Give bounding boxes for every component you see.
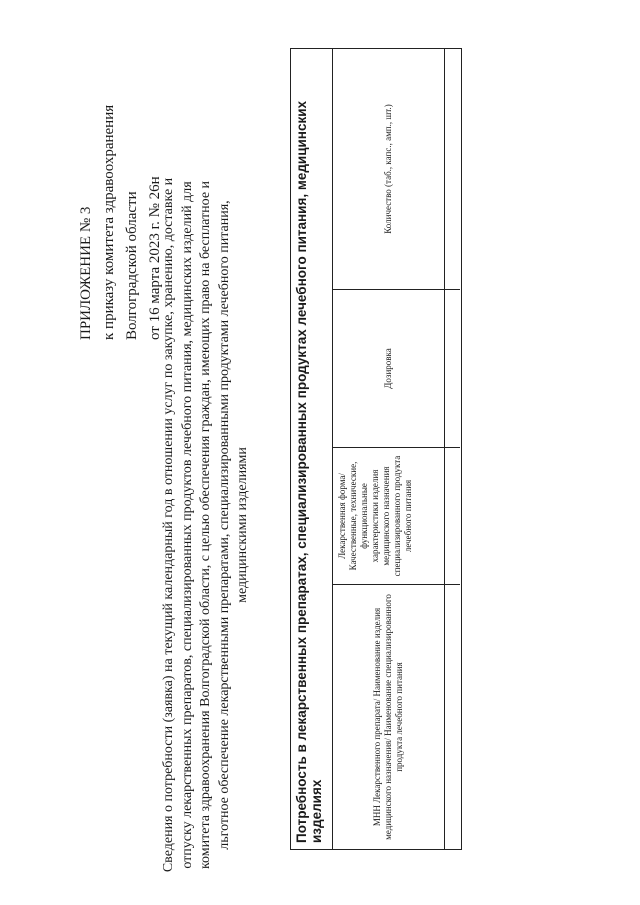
document-heading: Сведения о потребности (заявка) на текущий календарный год в отношении услуг по закупке, хранению, доставке и отпуску лекарственных препаратов, специализированных продуктов лечебного питания, медицинских изделий для комитета здравоохранения Волгоградской области, с целью обеспечения граждан, имеющих право на бесплатное и льготное обеспечение лекарственными препаратами, специализированными продуктами лечебного питания, медицинскими изделиями bbox=[161, 177, 250, 873]
table-header-row bbox=[333, 49, 445, 849]
header-cell-form: Лекарственная форма/ Качественные, технические, функциональные характеристики изделия медицинского назначения специализированного продукта лечебного питания bbox=[333, 447, 444, 584]
appendix-number: ПРИЛОЖЕНИЕ № 3 bbox=[78, 206, 94, 340]
table-title: Потребность в лекарственных препаратах, специализированных продуктах лечебного питания, медицинских изделиях bbox=[291, 49, 333, 849]
header-cell-quantity: Количество (таб., капс., амп., шт.) bbox=[383, 104, 393, 234]
appendix-region: Волгоградской области bbox=[124, 191, 140, 340]
appendix-date: от 16 марта 2023 г. № 26н bbox=[147, 176, 163, 340]
needs-table bbox=[290, 48, 462, 850]
table-cell bbox=[445, 289, 460, 447]
appendix-block bbox=[75, 10, 167, 340]
header-cell-dosage: Дозировка bbox=[333, 289, 444, 447]
table-cell bbox=[445, 49, 460, 289]
table-row bbox=[445, 49, 460, 849]
table-cell bbox=[445, 584, 460, 849]
appendix-order-ref: к приказу комитета здравоохранения bbox=[101, 104, 117, 340]
table-cell bbox=[445, 447, 460, 584]
header-cell-name: МНН Лекарственного препарата/ Наименование изделия медицинского назначения/ Наименование специализированного продукта лечебного питания bbox=[333, 584, 444, 849]
